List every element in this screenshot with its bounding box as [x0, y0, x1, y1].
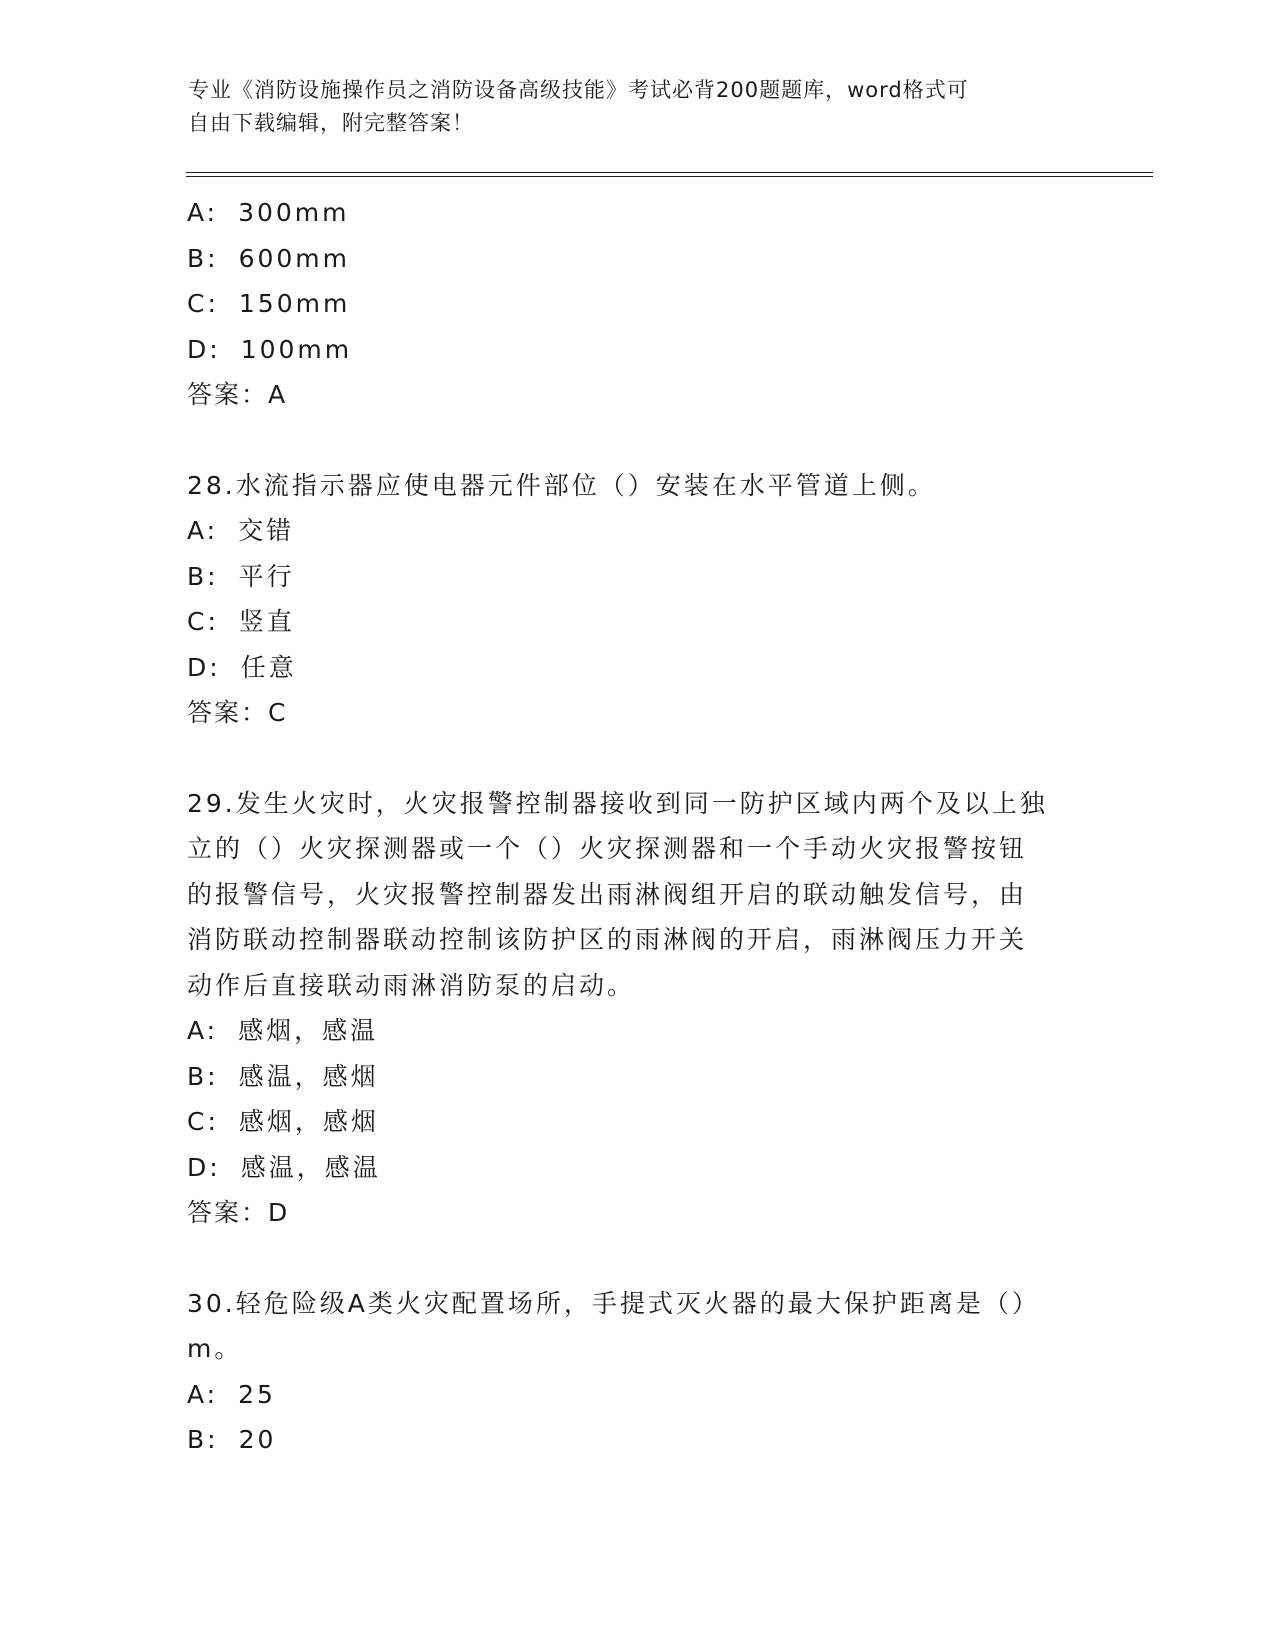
question-text-line: 的报警信号，火灾报警控制器发出雨淋阀组开启的联动触发信号，由	[187, 879, 1028, 909]
option-key: C:	[187, 1107, 219, 1136]
option-a	[187, 190, 1087, 236]
option-key: C:	[187, 289, 219, 318]
option-text: 300mm	[238, 198, 350, 227]
option-key: D:	[187, 1152, 221, 1182]
option-key: D:	[187, 652, 221, 682]
option-key: B:	[187, 1425, 219, 1454]
option-key: B:	[187, 561, 219, 591]
question-text-line: 立的（）火灾探测器或一个（）火灾探测器和一个手动火灾报警按钮	[187, 834, 1028, 863]
question-text-line: 消防联动控制器联动控制该防护区的雨淋阀的开启，雨淋阀压力开关	[187, 925, 1028, 954]
option-text: 感温，感烟	[238, 1061, 379, 1091]
option-a	[187, 1008, 1087, 1054]
option-d	[187, 645, 1087, 691]
question-29	[187, 781, 1087, 1236]
option-text: 平行	[238, 561, 295, 591]
option-b	[187, 236, 1087, 282]
option-a	[187, 1372, 1087, 1418]
answer: 答案：A	[187, 380, 288, 409]
question-text-line: m。	[187, 1334, 243, 1363]
option-text: 20	[238, 1425, 277, 1454]
option-text: 感烟，感温	[238, 1016, 379, 1045]
question-30	[187, 1281, 1087, 1463]
header-line-2: 自由下载编辑，附完整答案！	[188, 111, 474, 135]
question-27	[187, 190, 1087, 418]
header-line-1: 专业《消防设施操作员之消防设备高级技能》考试必背200题题库，word格式可	[188, 78, 969, 102]
option-text: 150mm	[238, 289, 351, 318]
answer: 答案：C	[187, 698, 288, 727]
option-key: B:	[187, 243, 219, 273]
header-rule-top	[186, 172, 1153, 173]
option-text: 竖直	[238, 607, 295, 636]
question-text: 28.水流指示器应使电器元件部位（）安装在水平管道上侧。	[187, 470, 936, 500]
option-b	[187, 554, 1087, 600]
question-text-line: 29.发生火灾时，火灾报警控制器接收到同一防护区域内两个及以上独	[187, 788, 1048, 818]
option-text: 600mm	[238, 243, 351, 273]
option-key: B:	[187, 1061, 219, 1091]
question-text-line: 30.轻危险级A类火灾配置场所，手提式灭火器的最大保护距离是（）	[187, 1288, 1040, 1318]
question-list	[187, 190, 1087, 1463]
option-text: 感温，感温	[240, 1152, 381, 1182]
option-text: 25	[238, 1379, 276, 1409]
option-key: A:	[187, 1379, 219, 1409]
option-d	[187, 1145, 1087, 1191]
option-d	[187, 327, 1087, 373]
document-header	[188, 74, 1068, 140]
option-key: D:	[187, 334, 221, 364]
option-key: A:	[187, 198, 219, 227]
option-key: C:	[187, 607, 219, 636]
option-key: A:	[187, 1016, 219, 1045]
option-b	[187, 1417, 1087, 1463]
option-b	[187, 1054, 1087, 1100]
answer: 答案：D	[187, 1198, 290, 1227]
option-text: 100mm	[240, 334, 353, 364]
question-text-line: 动作后直接联动雨淋消防泵的启动。	[187, 970, 636, 1000]
question-28	[187, 463, 1087, 736]
option-text: 任意	[240, 652, 297, 682]
option-text: 交错	[238, 516, 295, 545]
option-a	[187, 508, 1087, 554]
header-rule-bottom	[186, 176, 1153, 177]
option-c	[187, 281, 1087, 327]
option-text: 感烟，感烟	[238, 1107, 379, 1136]
option-c	[187, 1099, 1087, 1145]
option-key: A:	[187, 516, 219, 545]
option-c	[187, 599, 1087, 645]
